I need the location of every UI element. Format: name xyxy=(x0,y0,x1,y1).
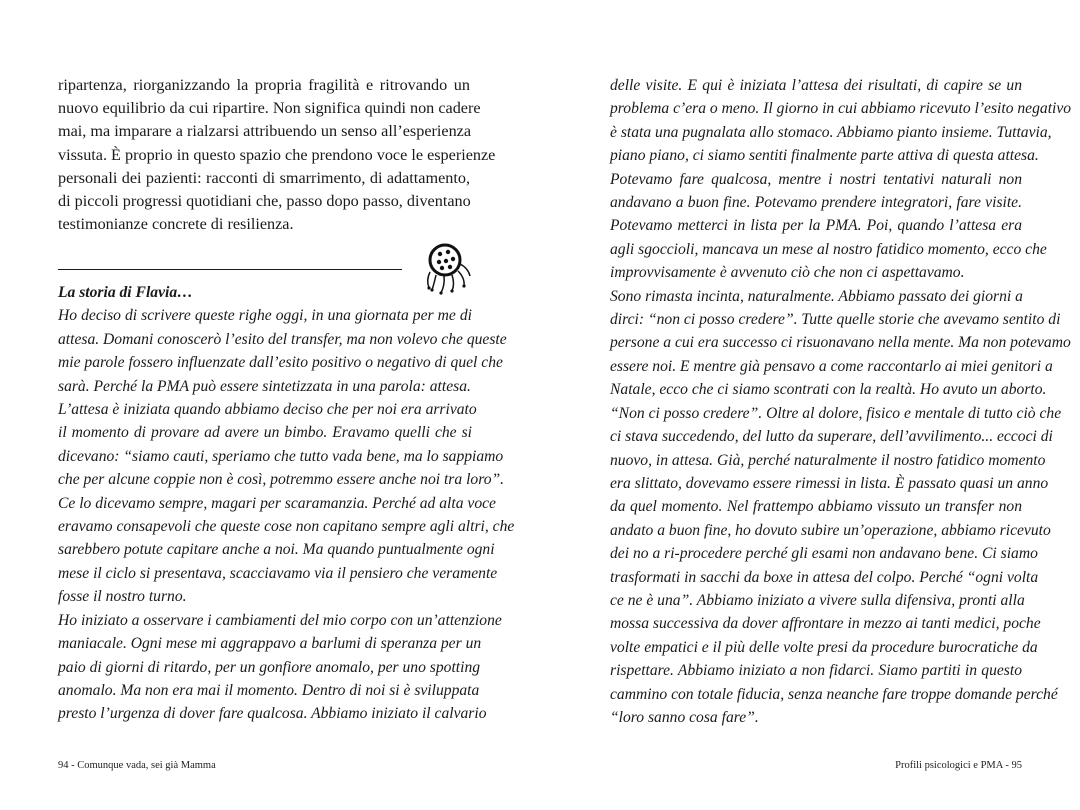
text-line: personali dei pazienti: racconti di smarrimento, di adattamento, xyxy=(58,168,470,187)
text-line: dei no a ri-procedere perché gli esami non andavano bene. Ci siamo xyxy=(610,545,1038,563)
text-line: Ho iniziato a osservare i cambiamenti del mio corpo con un’attenzione xyxy=(58,611,502,629)
text-line: il momento di provare ad avere un bimbo. Eravamo quelli che si xyxy=(58,424,472,442)
text-line: problema c’era o meno. Il giorno in cui abbiamo ricevuto l’esito negativo xyxy=(610,100,1072,118)
text-line: Sono rimasta incinta, naturalmente. Abbiamo passato dei giorni a xyxy=(610,287,1023,305)
text-line: nuovo, in attesa. Già, perché naturalmente il nostro fatidico momento xyxy=(610,451,1046,469)
text-line: trasformati in sacchi da boxe in attesa del colpo. Perché “ogni volta xyxy=(610,568,1039,586)
text-line: dirci: “non ci posso credere”. Tutte quelle storie che avevamo sentito di xyxy=(610,311,1061,329)
text-line: nuovo equilibrio da cui ripartire. Non significa quindi non cadere xyxy=(58,99,481,118)
text-line: attesa. Domani conoscerò l’esito del transfer, ma non volevo che queste xyxy=(58,330,507,348)
text-line: mai, ma imparare a rialzarsi attribuendo un senso all’esperienza xyxy=(58,122,472,141)
text-line: vissuta. È proprio in questo spazio che prendono voce le esperienze xyxy=(58,145,496,164)
text-line: cammino con totale fiducia, senza neanche fare troppe domande perché xyxy=(610,685,1058,703)
text-line: sarà. Perché la PMA può essere sintetizzata in una parola: attesa. xyxy=(58,377,471,395)
text-line: è stata una pugnalata allo stomaco. Abbiamo pianto insieme. Tuttavia, xyxy=(610,123,1052,141)
text-line: testimonianze concrete di resilienza. xyxy=(58,215,294,234)
text-line: Potevamo metterci in lista per la PMA. Poi, quando l’attesa era xyxy=(610,217,1022,235)
text-line: ripartenza, riorganizzando la propria fragilità e ritrovando un xyxy=(58,76,470,94)
text-line: fosse il nostro turno. xyxy=(58,588,187,606)
text-line: maniacale. Ogni mese mi aggrappavo a barlumi di speranza per un xyxy=(58,635,482,653)
text-line: ci stava succedendo, del lutto da superare, dell’avvilimento... eccoci di xyxy=(610,428,1053,446)
text-line: L’attesa è iniziata quando abbiamo deciso che per noi era arrivato xyxy=(58,401,477,419)
text-line: mese il ciclo si presentava, scacciavamo via il pensiero che veramente xyxy=(58,564,498,582)
text-line: andavano a buon fine. Potevamo prendere integratori, fare visite. xyxy=(610,194,1022,212)
text-line: Natale, ecco che ci siamo scontrati con la realtà. Ho avuto un aborto. xyxy=(610,381,1047,399)
story-continued-text xyxy=(610,74,1072,729)
text-line: paio di giorni di ritardo, per un gonfiore anomalo, per uno spotting xyxy=(58,658,481,676)
text-line: da quel momento. Nel frattempo abbiamo vissuto un transfer non xyxy=(610,498,1022,516)
text-line: Ho deciso di scrivere queste righe oggi, in una giornata per me di xyxy=(58,307,472,325)
intro-paragraph xyxy=(58,74,496,236)
text-line: piano piano, ci siamo sentiti finalmente parte attiva di questa attesa. xyxy=(610,147,1039,165)
footer-left: 94 - Comunque vada, sei già Mamma xyxy=(58,760,216,771)
text-line: ce ne è una”. Abbiamo iniziato a vivere sulla difensiva, pronti alla xyxy=(610,591,1025,609)
text-line: “Non ci posso credere”. Oltre al dolore, fisico e mentale di tutto ciò che xyxy=(610,404,1062,422)
text-line: Ce lo dicevamo sempre, magari per scaramanzia. Perché ad alta voce xyxy=(58,494,496,512)
footer-right: Profili psicologici e PMA - 95 xyxy=(895,760,1022,771)
section-divider xyxy=(58,269,402,270)
text-line: improvvisamente è avvenuto ciò che non ci aspettavamo. xyxy=(610,264,965,282)
text-line: persone a cui era successo ci risuonavano nella mente. Ma non potevamo xyxy=(610,334,1071,352)
text-line: dicevano: “siamo cauti, speriamo che tutto vada bene, ma lo sappiamo xyxy=(58,447,504,465)
text-line: volte empatici e il più delle volte presi da procedure burocratiche da xyxy=(610,638,1038,656)
text-line: mie parole fossero influenzate dall’esito positivo o negativo di quel che xyxy=(58,354,503,372)
text-line: Potevamo fare qualcosa, mentre i nostri tentativi naturali non xyxy=(610,170,1022,188)
text-line: rispettare. Abbiamo iniziato a non fidarci. Siamo partiti in questo xyxy=(610,662,1022,680)
text-line: di piccoli progressi quotidiani che, passo dopo passo, diventano xyxy=(58,192,471,211)
text-line: presto l’urgenza di dover fare qualcosa. Abbiamo iniziato il calvario xyxy=(58,705,487,723)
text-line: “loro sanno cosa fare”. xyxy=(610,708,759,726)
story-text xyxy=(58,281,515,726)
right-page xyxy=(540,0,1080,810)
text-line: delle visite. E qui è iniziata l’attesa dei risultati, di capire se un xyxy=(610,77,1022,94)
text-line: andato a buon fine, ho dovuto subire un’operazione, abbiamo ricevuto xyxy=(610,521,1051,539)
text-line: anomalo. Ma non era mai il momento. Dentro di noi si è sviluppata xyxy=(58,681,480,699)
text-line: agli sgoccioli, mancava un mese al nostro fatidico momento, ecco che xyxy=(610,240,1047,258)
story-title: La storia di Flavia… xyxy=(58,284,193,301)
text-line: mossa successiva da dover affrontare in mezzo ai tanti medici, poche xyxy=(610,615,1041,633)
text-line: era slittato, dovevamo essere rimessi in lista. È passato quasi un anno xyxy=(610,474,1049,492)
text-line: essere noi. E mentre già pensavo a come raccontarlo ai miei genitori a xyxy=(610,357,1053,375)
text-line: sarebbero potute capitare anche a noi. Ma quando puntualmente ogni xyxy=(58,541,495,559)
text-line: che per alcune coppie non è così, potremmo essere anche noi tra loro”. xyxy=(58,471,505,489)
text-line: eravamo consapevoli che queste cose non capitano sempre agli altri, che xyxy=(58,518,515,536)
